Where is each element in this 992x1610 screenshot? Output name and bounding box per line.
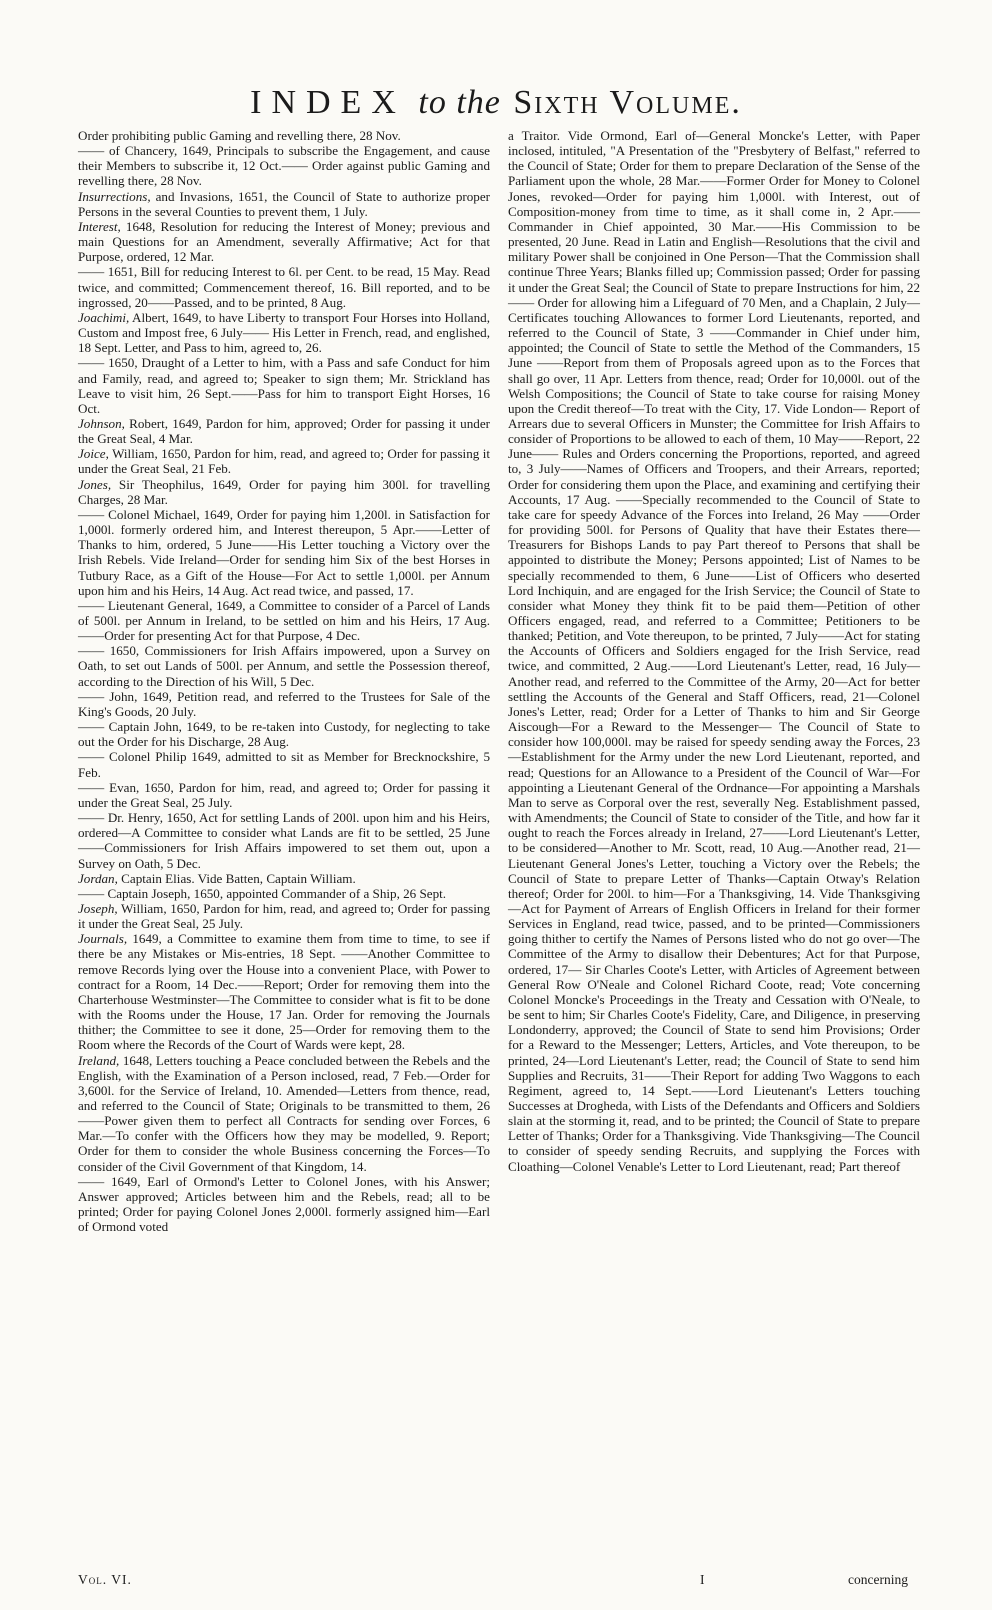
index-entry [78, 310, 490, 355]
index-entry [78, 871, 490, 886]
index-entry [78, 901, 490, 931]
entry-text: —— 1650, Commissioners for Irish Affairs impowered, upon a Survey on Oath, to set out Lands of 500l. per Annum, and settle the Possession thereof, according to the Direction of his Will, 5 Dec. [78, 643, 490, 689]
index-entry [78, 886, 490, 901]
entry-text: Sir Theophilus, 1649, Order for paying him 300l. for travelling Charges, 28 Mar. [78, 476, 490, 507]
left-column [78, 128, 490, 1234]
index-entry [78, 598, 490, 643]
index-entry [78, 931, 490, 1052]
header-index: INDEX [250, 84, 406, 121]
entry-text: —— Dr. Henry, 1650, Act for settling Lands of 200l. upon him and his Heirs, ordered—A Committee to consider what Lands are fit to be settled, 25 June——Commissioners for Irish Affairs impowered to set them out, upon a Survey on Oath, 5 Dec. [78, 810, 490, 871]
entry-text: Albert, 1649, to have Liberty to transport Four Horses into Holland, Custom and Impost free, 6 July—— His Letter in French, read, and englished, 18 Sept. Letter, and Pass to him, agreed to, 26. [78, 309, 490, 356]
index-entry [78, 219, 490, 264]
entry-text: —— John, 1649, Petition read, and referred to the Trustees for Sale of the King's Goods, 20 July. [78, 688, 490, 719]
index-entry [78, 355, 490, 416]
entry-text: William, 1650, Pardon for him, read, and agreed to; Order for passing it under the Great Seal, 21 Feb. [78, 446, 490, 477]
entry-text: 1649, a Committee to examine them from time to time, to see if there be any Mistakes or Mis-entries, 18 Sept. ——Another Committee to remove Records lying over the House into a convenient Place, with Power to contract for a Room, 14 Dec.——Report; Order for removing them into the Charterhouse Westminster—The Committee to consider what is fit to be done with the Rooms under the House, 17 Jan. Order for removing the Journals thither; the Committee to see it done, 25—Order for removing them to the Room where the Records of the Court of Wards were kept, 28. [78, 931, 490, 1053]
entry-text: —— Captain Joseph, 1650, appointed Commander of a Ship, 26 Sept. [78, 885, 447, 901]
entry-headword: Joice, [78, 446, 109, 462]
entry-text: —— Lieutenant General, 1649, a Committee to consider of a Parcel of Lands of 500l. per Annum in Ireland, to be settled on him and his Heirs, 17 Aug.——Order for presenting Act for that Purpose, 4 Dec. [78, 597, 490, 644]
entry-text: 1648, Letters touching a Peace concluded between the Rebels and the English, with the Examination of a Person inclosed, read, 7 Feb.—Order for 3,600l. for the Service of Ireland, 10. Amended—Letters from thence, read, and referred to the Council of State; Originals to be transmitted to them, 26——Power given them to perfect all Contracts for sending over Forces, 6 Mar.—To confer with the Officers how they may be modelled, 9. Report; Order for them to consider the whole Business concerning the Forces—To consider of the Civil Government of that Kingdom, 14. [78, 1052, 490, 1174]
index-entry [78, 749, 490, 779]
entry-headword: Ireland, [78, 1052, 120, 1068]
index-entry [78, 780, 490, 810]
entry-text: —— 1651, Bill for reducing Interest to 6l. per Cent. to be read, 15 May. Read twice, and committed; Commencement thereof, 16. Bill reported, and to be ingrossed, 20——Passed, and to be printed, 8 Aug. [78, 264, 490, 310]
index-entry [78, 689, 490, 719]
entry-text: Robert, 1649, Pardon for him, approved; Order for passing it under the Great Seal, 4 Mar. [78, 415, 490, 447]
footer-signature: I [700, 1572, 705, 1587]
index-entry [78, 810, 490, 871]
right-column [508, 128, 920, 1174]
index-entry [78, 189, 490, 219]
entry-headword: Interest, [78, 218, 121, 234]
index-entry [78, 1174, 490, 1235]
entry-text: Order prohibiting public Gaming and revelling there, 28 Nov. [78, 128, 401, 143]
entry-text: —— Captain John, 1649, to be re-taken into Custody, for neglecting to take out the Order for his Discharge, 28 Aug. [78, 719, 490, 750]
entry-text: and Invasions, 1651, the Council of State to authorize proper Persons in the several Counties to prevent them, 1 July. [78, 188, 490, 219]
index-entry [78, 264, 490, 309]
entry-headword: Johnson, [78, 415, 125, 431]
header-to-the: to the [418, 84, 501, 121]
index-entry [78, 719, 490, 749]
entry-headword: Joseph, [78, 900, 118, 916]
index-entry [78, 446, 490, 476]
entry-headword: Joachimi, [78, 309, 130, 325]
footer-catchword: concerning [848, 1572, 908, 1587]
entry-headword: Jones, [78, 476, 112, 492]
entry-text: —— Evan, 1650, Pardon for him, read, and agreed to; Order for passing it under the Great Seal, 25 July. [78, 779, 490, 810]
index-entry [78, 1053, 490, 1174]
index-entry [78, 477, 490, 507]
entry-headword: Jordan, [78, 870, 118, 886]
entry-text: 1648, Resolution for reducing the Interest of Money; previous and main Questions for an Amendment, severally Affirmative; Act for that Purpose, ordered, 12 Mar. [78, 218, 490, 265]
index-entry [78, 507, 490, 598]
index-entry [78, 643, 490, 688]
footer-volume: Vol. VI. [78, 1572, 132, 1587]
entry-text: William, 1650, Pardon for him, read, and agreed to; Order for passing it under the Great Seal, 25 July. [78, 900, 490, 932]
entry-headword: Insurrections, [78, 188, 151, 204]
header-volume: Sixth Volume. [513, 84, 742, 121]
entry-headword: Journals, [78, 931, 128, 947]
entry-text: —— 1650, Draught of a Letter to him, with a Pass and safe Conduct for him and Family, read, and agreed to; Speaker to sign them; Mr. Strickland has Leave to visit him, 26 Sept.——Pass for him to transport Eight Horses, 16 Oct. [78, 355, 490, 416]
index-entry [78, 128, 490, 143]
entry-text: —— of Chancery, 1649, Principals to subscribe the Engagement, and cause their Members to subscribe it, 12 Oct.—— Order against public Gaming and revelling there, 28 Nov. [78, 143, 490, 189]
index-entry [78, 143, 490, 188]
page-header [0, 86, 992, 120]
entry-text: —— Colonel Michael, 1649, Order for paying him 1,200l. in Satisfaction for 1,000l. formerly ordered him, and Interest thereupon, 5 Apr.——Letter of Thanks to him, ordered, 5 June——His Letter touching a Victory over the Irish Rebels. Vide Ireland—Order for sending him Six of the best Horses in Tutbury Race, as a Gift of the House—For Act to settle 1,000l. per Annum upon him and his Heirs, 14 Aug. Act read twice, and passed, 17. [78, 506, 490, 598]
entry-text: —— Colonel Philip 1649, admitted to sit as Member for Brecknockshire, 5 Feb. [78, 749, 490, 780]
entry-text: Captain Elias. Vide Batten, Captain William. [117, 870, 356, 886]
index-entry [78, 416, 490, 446]
right-column-text: a Traitor. Vide Ormond, Earl of—General Moncke's Letter, with Paper inclosed, intituled, "A Presentation of the "Presbytery of Belfast," referred to the Council of State; Order for them to prepare Declaration of the Sense of the Parliament upon the whole, 28 Mar.——Former Order for Money to Colonel Jones, revoked—Order for paying him 1,000l. with Interest, out of Composition-money from time to time, as it shall come in, 2 Apr.——Commander in Chief appointed, 30 Mar.——His Commission to be presented, 20 June. Read in Latin and English—Resolutions that the civil and military Power shall be conjoined in One Person—That the Commission shall continue Three Years; Blanks filled up; Commission passed; Order for passing it under the Great Seal; the Council of State to prepare Instructions for him, 22—— Order for allowing him a Lifeguard of 70 Men, and a Chaplain, 2 July—Certificates touching Allowances to former Lord Lieutenants, reported, and referred to the Council of State, 3 ——Commander in Chief under him, appointed; the Council of State to settle the Method of the Commanders, 15 June ——Report from them of Proposals agreed upon as to the Forces that shall go over, 11 Apr. Letters from thence, read; Order for 10,000l. out of the Welsh Compositions; the Council of State to take course for raising Money upon the Credit thereof—To treat with the City, 17. Vide London— Report of Arrears due to several Officers in Munster; the Committee for Irish Affairs to consider of Proportions to be allowed to each of them, 10 May——Report, 22 June—— Rules and Orders concerning the Proportions, reported, and agreed to, 3 July——Names of Officers and Troopers, and their Arrears, reported; Order for considering them upon the Place, and examining and certifying their Accounts, 17 Aug. ——Specially recommended to the Council of State to take care for speedy Advance of the Forces into Ireland, 26 May ——Order for providing 500l. for Persons of Quality that have their Estates there—Treasurers for Bishops Lands to pay Part thereof to Persons that shall be appointed to distribute the Money; Persons appointed; List of Names to be specially recommended to them, 6 June——List of Officers who deserted Lord Inchiquin, and are engaged for the Irish Service; the Council of State to consider what Money they think fit to be paid them—Petition of other Officers engaged, read, and referred to a Committee; Petitioners to be thanked; Petition, and Vote thereupon, to be printed, 7 July——Act for stating the Accounts of Officers and Soldiers engaged for the Irish Service, read twice, and committed, 2 Aug.——Lord Lieutenant's Letter, read, 16 July—Another read, and referred to the Committee of the Army, 20—Act for better settling the Accounts of the General and Staff Officers, read, 21—Colonel Jones's Letter, read; Order for a Letter of Thanks to him and Sir George Aiscough—For a Reward to the Messenger— The Council of State to consider how 100,000l. may be raised for speedy sending away the Forces, 23—Establishment for the Army under the new Lord Lieutenant, reported, and read; Questions for an Allowance to a President of the Council of War—For appointing a Lieutenant General of the Ordnance—For appointing a Marshals Man to serve as Corporal over the rest, severally Neg. Establishment passed, with Amendments; the Council of State to consider of the Title, and how far it ought to reach the Forces already in Ireland, 27——Lord Lieutenant's Letter, to be considered—Another to Mr. Scott, read, 10 Aug.—Another read, 21—Lieutenant General Jones's Letter, touching a Victory over the Rebels; the Council of State to prepare Letter of Thanks—Captain Otway's Relation thereof; Order for 200l. to him—For a Thanksgiving, 14. Vide Thanksgiving—Act for Payment of Arrears of English Officers in Ireland for their former Services in England, read twice, passed, and to be printed—Commissioners going thither to certify the Names of Persons listed who do not go over—The Committee of the Army to disallow their Debentures; Act for that Purpose, ordered, 17— Sir Charles Coote's Letter, with Articles of Agreement between General Row O'Neale and Colonel Richard Coote, read; Vote concerning Colonel Moncke's Proceedings in the Treaty and Cessation with O'Neale, to be sent to him; Sir Charles Coote's Fidelity, Care, and Diligence, in preserving Londonderry, approved; the Council of State to send him Provisions; Order for a Reward to the Messenger; Letters, Articles, and Vote thereupon, to be printed, 24—Lord Lieutenant's Letter, read; the Council of State to send him Supplies and Recruits, 31——Their Report for adding Two Waggons to each Regiment, agreed to, 14 Sept.——Lord Lieutenant's Letters touching Successes at Drogheda, with Lists of the Defendants and Officers and Soldiers slain at the storming it, read, and to be printed; the Council of State to prepare Letter of Thanks; Order for a Thanksgiving. Vide Thanksgiving—The Council to consider of speedy sending Recruits, and supplying the Forces with Cloathing—Colonel Venable's Letter to Lord Lieutenant, read; Part thereof [508, 128, 920, 1174]
entry-text: —— 1649, Earl of Ormond's Letter to Colonel Jones, with his Answer; Answer approved; Articles between him and the Rebels, read; all to be printed; Order for paying Colonel Jones 2,000l. formerly assigned him—Earl of Ormond voted [78, 1173, 490, 1235]
